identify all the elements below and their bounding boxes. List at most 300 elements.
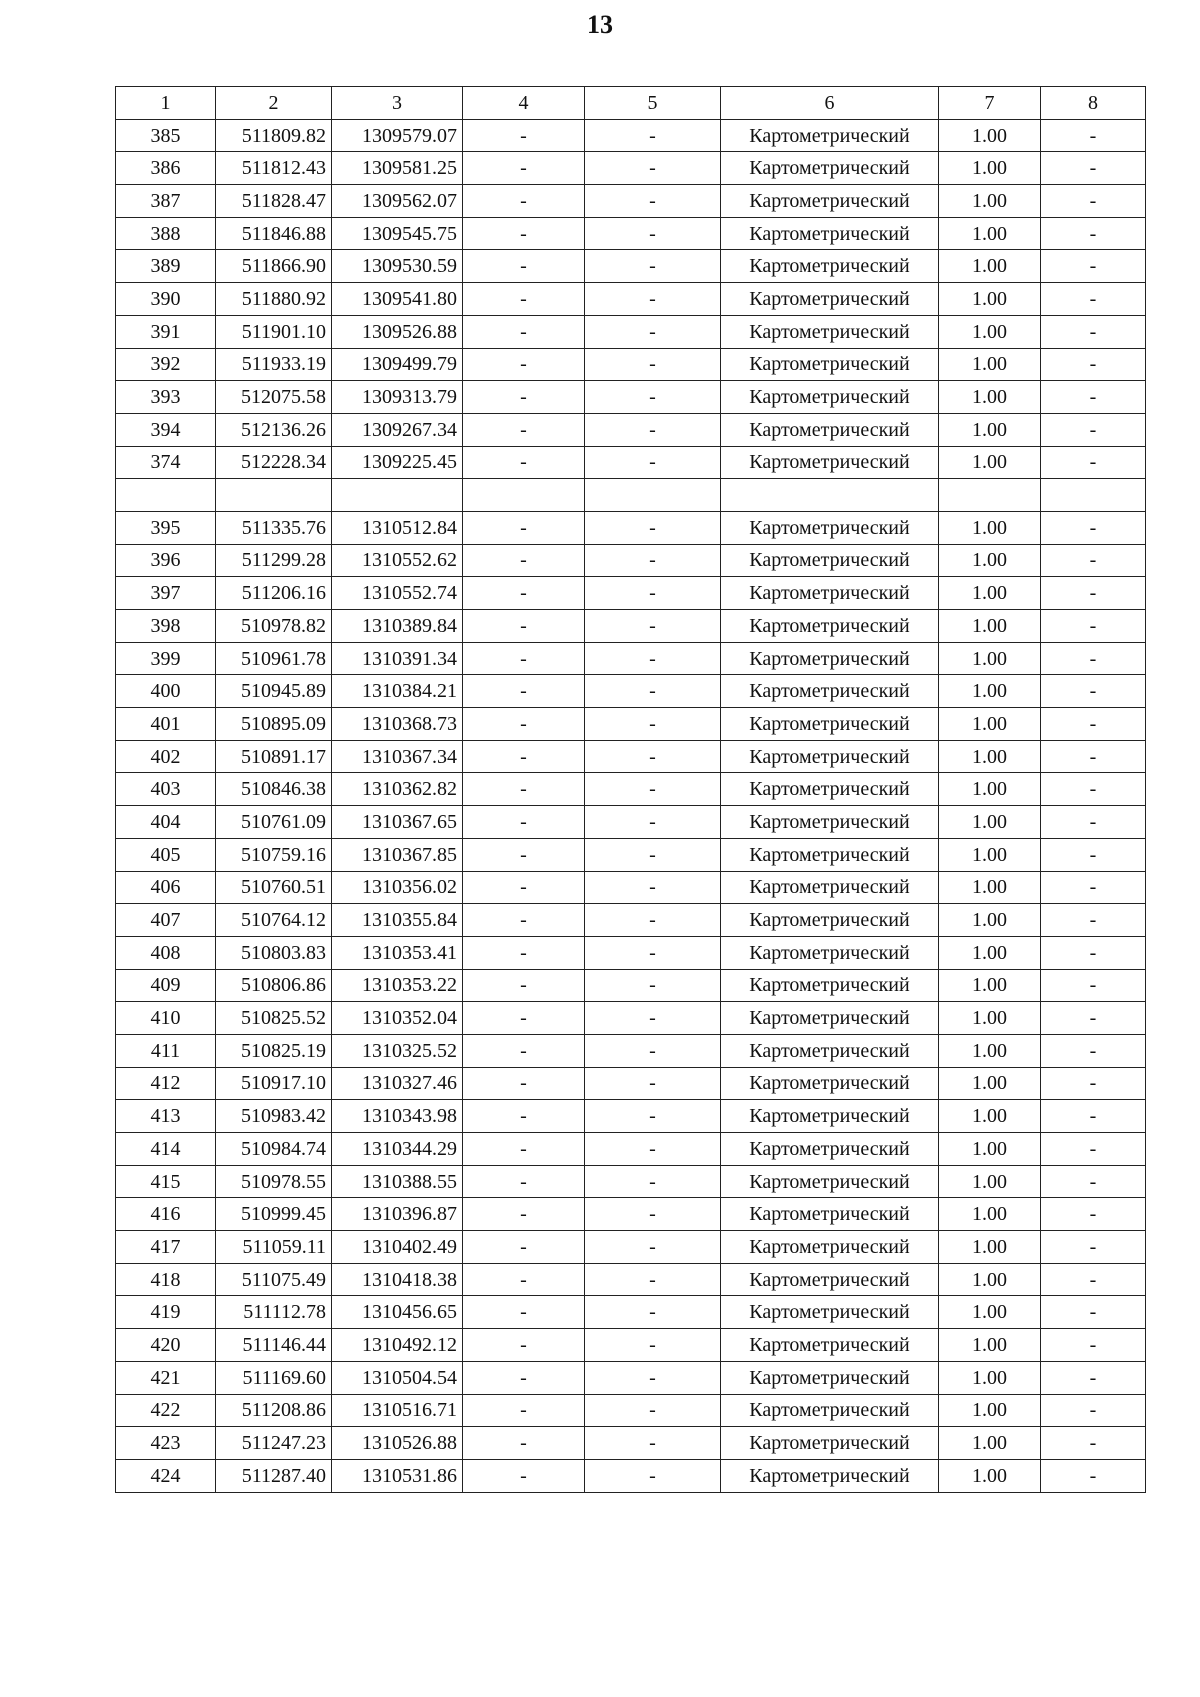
table-cell: - [463,381,585,414]
table-row [116,1361,1146,1394]
table-cell: 1.00 [939,675,1041,708]
table-cell: Картометрический [721,936,939,969]
table-cell: Картометрический [721,675,939,708]
table-cell: 409 [116,969,216,1002]
table-cell: - [585,1133,721,1166]
table-cell: - [463,1034,585,1067]
table-cell: 1.00 [939,1427,1041,1460]
table-cell: 401 [116,708,216,741]
table-cell: - [463,217,585,250]
table-cell: 510825.19 [216,1034,332,1067]
table-cell: - [1041,1002,1146,1035]
table-cell: - [1041,250,1146,283]
table-cell: Картометрический [721,806,939,839]
table-cell: 408 [116,936,216,969]
table-cell: Картометрический [721,413,939,446]
table-row [116,1329,1146,1362]
table-cell: Картометрический [721,969,939,1002]
table-cell: - [463,708,585,741]
table-cell: Картометрический [721,381,939,414]
table-cell: 1.00 [939,1100,1041,1133]
table-cell [463,479,585,512]
table-row [116,969,1146,1002]
table-cell: Картометрический [721,577,939,610]
table-cell: 512136.26 [216,413,332,446]
table-cell: 1310353.41 [332,936,463,969]
table-row [116,185,1146,218]
table-cell: 1.00 [939,1002,1041,1035]
table-cell: 1.00 [939,773,1041,806]
table-cell: - [1041,1034,1146,1067]
table-row [116,283,1146,316]
table-cell: - [1041,511,1146,544]
table-cell: - [1041,119,1146,152]
table-cell: - [585,708,721,741]
table-cell: 511059.11 [216,1231,332,1264]
table-cell: - [463,838,585,871]
table-cell: Картометрический [721,642,939,675]
table-cell: 510764.12 [216,904,332,937]
table-cell: 511846.88 [216,217,332,250]
table-cell: - [1041,675,1146,708]
table-cell: 1310362.82 [332,773,463,806]
table-cell: 1310355.84 [332,904,463,937]
table-cell: 389 [116,250,216,283]
table-cell: 1.00 [939,1231,1041,1264]
table-cell: Картометрический [721,283,939,316]
table-cell: 1309313.79 [332,381,463,414]
table-row [116,1394,1146,1427]
table-cell: 422 [116,1394,216,1427]
table-row [116,1427,1146,1460]
table-row [116,871,1146,904]
table-cell: - [1041,1361,1146,1394]
table-row [116,1165,1146,1198]
table-cell: - [1041,1394,1146,1427]
table-cell: - [463,413,585,446]
table-cell: 1309267.34 [332,413,463,446]
table-row [116,708,1146,741]
table-cell: - [463,740,585,773]
table-cell: - [585,904,721,937]
table-cell: - [585,1263,721,1296]
table-cell: - [463,1100,585,1133]
table-cell: 404 [116,806,216,839]
table-cell: - [585,675,721,708]
table-cell: - [463,1459,585,1492]
table-cell: 510846.38 [216,773,332,806]
table-cell: - [585,544,721,577]
table-cell: - [463,283,585,316]
table-cell: 412 [116,1067,216,1100]
table-cell: - [1041,315,1146,348]
table-cell: Картометрический [721,1361,939,1394]
table-cell: 406 [116,871,216,904]
table-row [116,1002,1146,1035]
table-cell: - [585,1100,721,1133]
table-cell: 510761.09 [216,806,332,839]
table-cell: 1310352.04 [332,1002,463,1035]
table-cell: Картометрический [721,185,939,218]
table-cell: 512228.34 [216,446,332,479]
table-cell: - [463,185,585,218]
table-cell: 1.00 [939,348,1041,381]
table-cell: - [463,936,585,969]
table-cell: Картометрический [721,1231,939,1264]
table-cell [332,479,463,512]
table-cell: - [463,1329,585,1362]
table-cell: - [585,610,721,643]
table-cell: 1309530.59 [332,250,463,283]
table-cell: Картометрический [721,1165,939,1198]
table-cell: - [1041,773,1146,806]
table-cell: Картометрический [721,152,939,185]
table-cell: - [463,610,585,643]
table-cell: 510984.74 [216,1133,332,1166]
table-cell: - [1041,1231,1146,1264]
column-header: 4 [463,87,585,120]
table-cell: - [585,152,721,185]
table-cell: 388 [116,217,216,250]
table-header-row [116,87,1146,120]
table-cell: - [1041,283,1146,316]
table-cell: 1.00 [939,871,1041,904]
table-cell: 1309562.07 [332,185,463,218]
table-cell: 1.00 [939,1067,1041,1100]
table-cell: - [585,446,721,479]
table-cell: 1310456.65 [332,1296,463,1329]
table-cell: - [1041,708,1146,741]
table-cell: 510945.89 [216,675,332,708]
table-cell: 391 [116,315,216,348]
table-cell: - [1041,1459,1146,1492]
table-cell: - [585,511,721,544]
table-cell: - [1041,348,1146,381]
table-cell: 411 [116,1034,216,1067]
table-cell: - [1041,838,1146,871]
table-cell: 392 [116,348,216,381]
table-cell: 1310516.71 [332,1394,463,1427]
table-cell: - [463,1002,585,1035]
table-cell: 1310418.38 [332,1263,463,1296]
table-cell: 394 [116,413,216,446]
table-cell: 511880.92 [216,283,332,316]
table-cell: 1.00 [939,217,1041,250]
table-cell: 1.00 [939,1165,1041,1198]
table-cell: - [1041,936,1146,969]
table-cell: Картометрический [721,1100,939,1133]
column-header: 1 [116,87,216,120]
table-cell: - [585,1002,721,1035]
table-cell: - [463,119,585,152]
table-cell [1041,479,1146,512]
table-cell: 1310552.74 [332,577,463,610]
table-cell: 1.00 [939,152,1041,185]
table-cell: 397 [116,577,216,610]
table-cell: Картометрический [721,544,939,577]
table-cell: 1310396.87 [332,1198,463,1231]
table-cell: Картометрический [721,1002,939,1035]
table-cell: 1.00 [939,1296,1041,1329]
table-row [116,1067,1146,1100]
table-cell: 1310384.21 [332,675,463,708]
table-cell: - [585,806,721,839]
table-cell: - [463,1394,585,1427]
table-cell: 1309581.25 [332,152,463,185]
table-cell: Картометрический [721,315,939,348]
table-cell: Картометрический [721,708,939,741]
table-cell: - [1041,871,1146,904]
table-cell: 1.00 [939,577,1041,610]
table-cell: 511075.49 [216,1263,332,1296]
table-row [116,1100,1146,1133]
table-cell: - [463,544,585,577]
table-cell: 402 [116,740,216,773]
table-row [116,446,1146,479]
table-cell: 1309541.80 [332,283,463,316]
table-cell: 420 [116,1329,216,1362]
table-cell: - [585,1231,721,1264]
table-cell: 1.00 [939,544,1041,577]
column-header: 5 [585,87,721,120]
table-row [116,610,1146,643]
table-cell: - [463,675,585,708]
table-cell: 399 [116,642,216,675]
table-cell: 511299.28 [216,544,332,577]
table-row [116,1034,1146,1067]
table-cell: 1.00 [939,250,1041,283]
table-cell: - [1041,740,1146,773]
table-row [116,1459,1146,1492]
table-cell: 405 [116,838,216,871]
table-cell: 1.00 [939,413,1041,446]
table-cell: - [585,413,721,446]
table-cell: - [585,1394,721,1427]
table-cell: 1.00 [939,446,1041,479]
table-cell: - [1041,610,1146,643]
table-cell: 510999.45 [216,1198,332,1231]
table-cell: 1310367.65 [332,806,463,839]
table-cell: - [1041,381,1146,414]
table-row [116,511,1146,544]
table-body [116,119,1146,1492]
table-cell: 511933.19 [216,348,332,381]
table-cell: - [463,1263,585,1296]
table-cell: 1.00 [939,642,1041,675]
table-cell: Картометрический [721,1198,939,1231]
table-cell: - [463,250,585,283]
table-cell: - [585,577,721,610]
table-row [116,740,1146,773]
table-cell: 1310391.34 [332,642,463,675]
table-cell: 1310367.34 [332,740,463,773]
table-cell: - [1041,642,1146,675]
table-row [116,315,1146,348]
table-cell: Картометрический [721,1427,939,1460]
table-cell: - [463,152,585,185]
table-cell: - [463,1133,585,1166]
table-cell: 1.00 [939,119,1041,152]
table-row [116,348,1146,381]
table-row [116,675,1146,708]
table-cell: 410 [116,1002,216,1035]
table-row [116,152,1146,185]
table-cell [585,479,721,512]
table-cell: 1.00 [939,283,1041,316]
table-cell: 1310504.54 [332,1361,463,1394]
table-cell: 510978.82 [216,610,332,643]
table-cell: - [585,283,721,316]
table-cell: 1.00 [939,1034,1041,1067]
table-cell: - [463,773,585,806]
table-cell: 393 [116,381,216,414]
table-cell: - [585,1198,721,1231]
table-cell: 511866.90 [216,250,332,283]
table-cell: Картометрический [721,740,939,773]
table-cell: 1309579.07 [332,119,463,152]
table-cell: - [585,348,721,381]
page-number: 13 [587,10,613,39]
table-cell: Картометрический [721,1133,939,1166]
table-cell: 1.00 [939,1394,1041,1427]
table-cell: - [585,119,721,152]
table-cell: 1.00 [939,969,1041,1002]
table-cell: 1310343.98 [332,1100,463,1133]
table-row [116,936,1146,969]
table-cell: - [463,904,585,937]
table-cell: 511809.82 [216,119,332,152]
table-cell: 510825.52 [216,1002,332,1035]
table-cell: 1310531.86 [332,1459,463,1492]
table-row [116,1231,1146,1264]
table-cell: - [585,773,721,806]
table-cell: - [1041,1427,1146,1460]
table-cell: - [585,1459,721,1492]
table-row [116,1296,1146,1329]
table-cell: 1.00 [939,185,1041,218]
table-cell: 511112.78 [216,1296,332,1329]
column-header: 6 [721,87,939,120]
table-cell: 400 [116,675,216,708]
table-cell: - [585,1067,721,1100]
table-cell: - [585,1165,721,1198]
table-cell: - [463,446,585,479]
table-cell: - [463,1165,585,1198]
table-cell: - [585,871,721,904]
table-cell: - [463,348,585,381]
table-cell: - [585,381,721,414]
table-cell: 421 [116,1361,216,1394]
table-cell: - [1041,1198,1146,1231]
table-cell: 424 [116,1459,216,1492]
table-cell: 1310492.12 [332,1329,463,1362]
table-cell: 413 [116,1100,216,1133]
table-cell: - [1041,1067,1146,1100]
table-cell: Картометрический [721,250,939,283]
table-cell: - [1041,1329,1146,1362]
table-cell: 1309499.79 [332,348,463,381]
table-cell: 1.00 [939,610,1041,643]
column-header: 3 [332,87,463,120]
table-cell: 1309526.88 [332,315,463,348]
table-cell: - [1041,1296,1146,1329]
table-cell: Картометрический [721,1296,939,1329]
table-cell: 1.00 [939,708,1041,741]
table-cell: 1310402.49 [332,1231,463,1264]
table-cell: - [585,1296,721,1329]
table-cell: - [585,969,721,1002]
table-row [116,544,1146,577]
table-cell: - [585,936,721,969]
table-cell: 374 [116,446,216,479]
table-cell: - [1041,185,1146,218]
table-cell: - [463,577,585,610]
table-cell: Картометрический [721,773,939,806]
table-cell [721,479,939,512]
table-cell: 1.00 [939,1198,1041,1231]
table-cell: 417 [116,1231,216,1264]
table-cell: Картометрический [721,1067,939,1100]
table-cell: Картометрический [721,838,939,871]
table-cell: - [463,642,585,675]
table-cell: - [463,969,585,1002]
table-cell: Картометрический [721,446,939,479]
table-cell: 1.00 [939,511,1041,544]
table-cell: - [585,1329,721,1362]
table-cell: 510806.86 [216,969,332,1002]
table-cell: 510803.83 [216,936,332,969]
table-cell: 1310388.55 [332,1165,463,1198]
table-cell: 1309225.45 [332,446,463,479]
table-row [116,773,1146,806]
table-cell: - [585,1034,721,1067]
table-cell: - [1041,1263,1146,1296]
table-cell: 511335.76 [216,511,332,544]
table-cell: 398 [116,610,216,643]
table-cell: 511812.43 [216,152,332,185]
table-cell: 510983.42 [216,1100,332,1133]
table-row [116,642,1146,675]
table-cell: 1.00 [939,315,1041,348]
table-cell: - [463,315,585,348]
table-cell: 1310526.88 [332,1427,463,1460]
table-cell: 387 [116,185,216,218]
table-cell: 511828.47 [216,185,332,218]
table-cell: - [1041,577,1146,610]
table-row [116,250,1146,283]
table-cell: Картометрический [721,1459,939,1492]
table-cell: 1.00 [939,1361,1041,1394]
table-cell [216,479,332,512]
table-row [116,381,1146,414]
table-cell: - [585,1427,721,1460]
table-cell: 511901.10 [216,315,332,348]
table-cell: 1310389.84 [332,610,463,643]
table-cell: - [1041,806,1146,839]
table-cell: 1.00 [939,1329,1041,1362]
table-cell: - [1041,969,1146,1002]
table-cell: 1.00 [939,740,1041,773]
table-cell [116,479,216,512]
table-cell: - [585,250,721,283]
table-cell: 1.00 [939,381,1041,414]
table-cell: 418 [116,1263,216,1296]
table-cell: 1.00 [939,806,1041,839]
table-cell: 1309545.75 [332,217,463,250]
table-cell: 385 [116,119,216,152]
table-cell: 1310356.02 [332,871,463,904]
table-cell: Картометрический [721,1263,939,1296]
